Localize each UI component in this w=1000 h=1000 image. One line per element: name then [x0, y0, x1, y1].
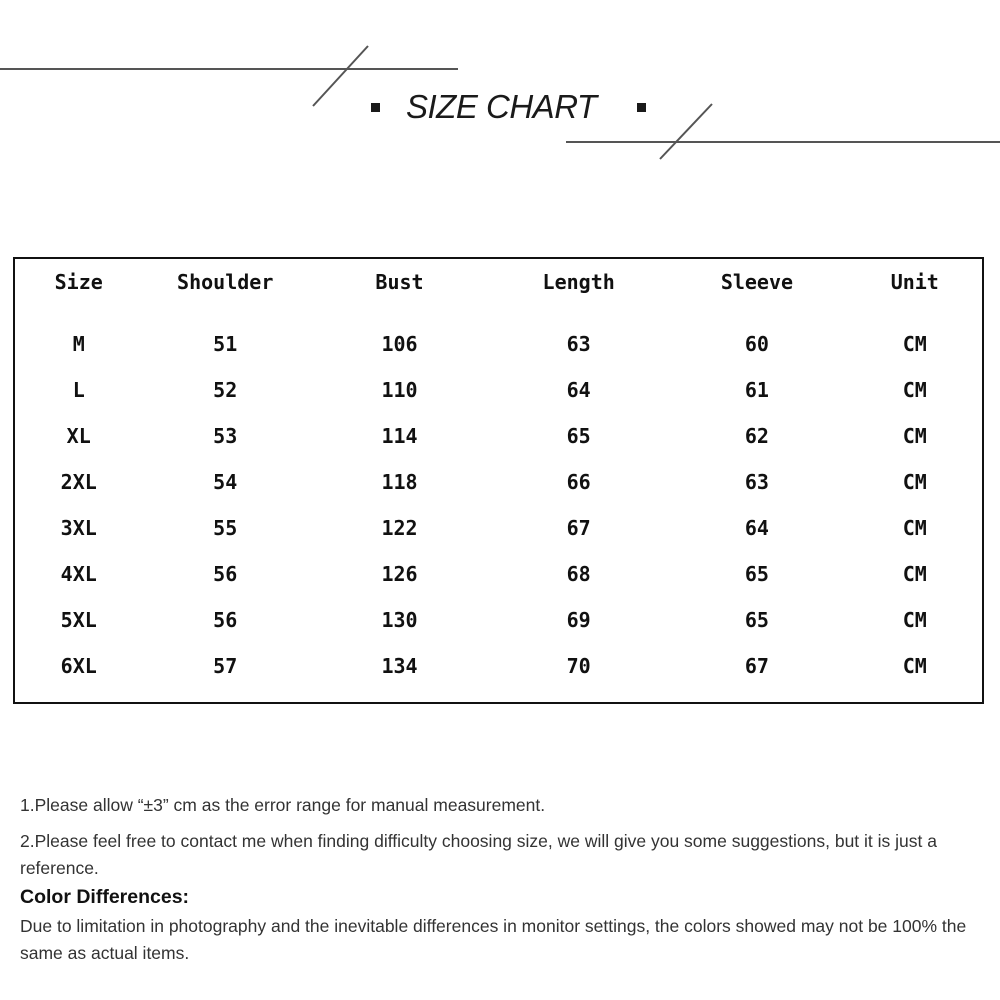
table-row [15, 459, 982, 505]
table-cell: XL [66, 424, 91, 448]
table-cell: CM [902, 378, 927, 402]
table-cell: 57 [213, 654, 238, 678]
table-row [15, 597, 982, 643]
column-header: Unit [890, 270, 939, 294]
color-differences-heading: Color Differences: [20, 886, 190, 908]
table-cell: 65 [744, 608, 769, 632]
table-cell: 53 [213, 424, 238, 448]
table-cell: M [72, 332, 85, 356]
table-row [15, 551, 982, 597]
square-bullet-icon [637, 103, 646, 112]
table-cell: 118 [381, 470, 418, 494]
table-cell: 62 [744, 424, 769, 448]
table-cell: 65 [566, 424, 591, 448]
table-cell: 70 [566, 654, 591, 678]
square-bullet-icon [371, 103, 380, 112]
table-cell: 67 [566, 516, 591, 540]
table-cell: L [72, 378, 85, 402]
table-cell: 6XL [60, 654, 97, 678]
table-cell: CM [902, 332, 927, 356]
table-cell: CM [902, 654, 927, 678]
table-cell: 54 [213, 470, 238, 494]
note-measurement-error: 1.Please allow “±3” cm as the error range for manual measurement. [20, 795, 546, 815]
table-row [15, 643, 982, 689]
column-header: Bust [375, 270, 424, 294]
table-cell: 65 [744, 562, 769, 586]
size-table [15, 259, 982, 689]
table-cell: 122 [381, 516, 418, 540]
bottom-right-slash [660, 104, 712, 159]
table-cell: 66 [566, 470, 591, 494]
color-differences-text: Due to limitation in photography and the inevitable differences in monitor settings, the colors showed may not be 100% the same as actual items. [20, 916, 967, 963]
table-cell: CM [902, 516, 927, 540]
table-row [15, 321, 982, 367]
table-cell: 55 [213, 516, 238, 540]
table-cell: 64 [744, 516, 769, 540]
size-table-frame [13, 257, 984, 704]
table-cell: 130 [381, 608, 418, 632]
table-cell: 110 [381, 378, 418, 402]
table-cell: CM [902, 424, 927, 448]
table-cell: 126 [381, 562, 418, 586]
column-header: Sleeve [720, 270, 794, 294]
notes-section [20, 792, 985, 967]
table-cell: 51 [213, 332, 238, 356]
table-cell: 4XL [60, 562, 97, 586]
table-cell: 60 [744, 332, 769, 356]
table-cell: 114 [381, 424, 418, 448]
page-title: SIZE CHART [406, 88, 597, 125]
table-header-row [15, 259, 982, 305]
table-cell: 3XL [60, 516, 97, 540]
table-cell: 134 [381, 654, 418, 678]
table-cell: 56 [213, 562, 238, 586]
title-block [360, 86, 660, 130]
table-cell: CM [902, 470, 927, 494]
table-cell: 63 [744, 470, 769, 494]
note-size-help: 2.Please feel free to contact me when finding difficulty choosing size, we will give you some suggestions, but it is just a reference. [20, 831, 937, 878]
table-cell: CM [902, 562, 927, 586]
table-cell: 68 [566, 562, 591, 586]
table-cell: 61 [744, 378, 769, 402]
table-cell: 2XL [60, 470, 97, 494]
table-cell: 67 [744, 654, 769, 678]
column-header: Length [542, 270, 615, 294]
table-cell: CM [902, 608, 927, 632]
table-cell: 64 [566, 378, 591, 402]
table-cell: 52 [213, 378, 238, 402]
table-row [15, 505, 982, 551]
column-header: Shoulder [177, 270, 274, 294]
table-row [15, 367, 982, 413]
table-row [15, 413, 982, 459]
column-header: Size [54, 270, 103, 294]
table-cell: 69 [566, 608, 591, 632]
table-cell: 56 [213, 608, 238, 632]
table-cell: 5XL [60, 608, 97, 632]
table-cell: 63 [566, 332, 591, 356]
table-cell: 106 [381, 332, 418, 356]
